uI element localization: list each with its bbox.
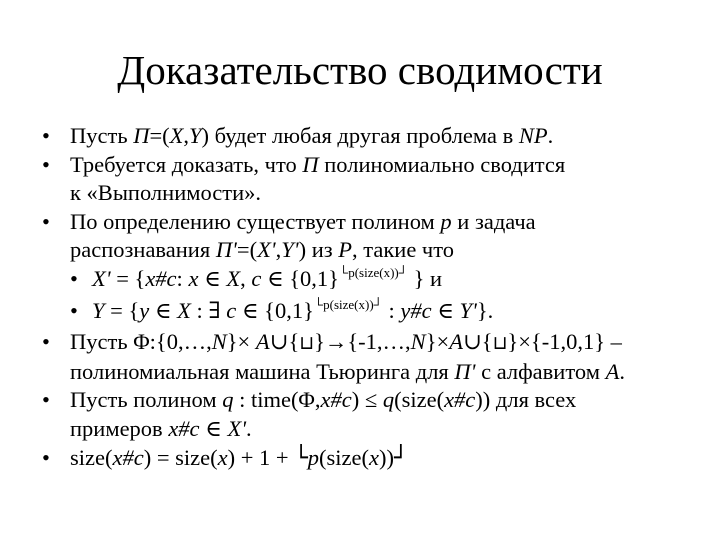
text: ∪{ xyxy=(462,329,493,355)
text: полиномиально сводится xyxy=(318,151,566,177)
text: с алфавитом xyxy=(475,358,606,384)
text: ∈ xyxy=(431,297,460,323)
text-italic: c xyxy=(226,297,237,323)
text: ) будет любая другая проблема в xyxy=(201,123,519,148)
text-italic: p xyxy=(440,208,452,234)
text: , xyxy=(240,265,252,291)
bullet-item-5 xyxy=(36,386,704,443)
text-italic: y#c xyxy=(400,297,432,323)
text: ∈ xyxy=(149,297,178,323)
text: size( xyxy=(70,444,113,470)
superscript: └p(size(x))┘ xyxy=(338,264,408,280)
text-italic: x#c xyxy=(145,265,177,291)
text: примеров xyxy=(70,415,169,441)
text-italic: X' xyxy=(92,265,111,291)
text-italic: p xyxy=(307,444,320,470)
text: распознавания xyxy=(70,237,216,263)
bullet-marker: • xyxy=(42,123,50,148)
text: Пусть Φ:{0,…, xyxy=(70,329,212,355)
superscript: └p(size(x))┘ xyxy=(313,296,383,312)
text: =( xyxy=(236,237,258,263)
text-italic: c xyxy=(251,265,262,291)
text-italic: X' xyxy=(227,415,247,441)
text: ∈ xyxy=(261,265,290,291)
floor-left-symbol: └ xyxy=(294,444,308,471)
bullet-item-2 xyxy=(36,151,704,208)
text-italic: N xyxy=(211,329,227,355)
text: Пусть xyxy=(70,123,134,148)
text-italic: x#c xyxy=(320,387,352,413)
text: ∈ xyxy=(198,265,227,291)
text-italic: X xyxy=(177,297,191,323)
text: : xyxy=(382,297,401,323)
bullet-marker: • xyxy=(42,329,50,355)
text: полиномиальная машина Тьюринга для xyxy=(70,358,455,384)
text-italic: X xyxy=(226,265,241,291)
text: = { xyxy=(110,265,146,291)
text: =( xyxy=(149,123,170,148)
text-italic: q xyxy=(222,387,234,413)
text-italic: Y xyxy=(92,297,105,323)
text: )) для всех xyxy=(475,387,577,413)
text: ∈ xyxy=(199,415,228,441)
text-italic: П xyxy=(302,151,319,177)
text: }×{-1,0,1} – xyxy=(507,329,622,355)
text-italic: x xyxy=(217,444,228,470)
text-italic: x#c xyxy=(168,415,200,441)
text: Требуется доказать, что xyxy=(70,151,303,177)
text-italic: Y' xyxy=(459,297,477,323)
text: }→{-1,…, xyxy=(314,329,411,355)
text: Пусть полином xyxy=(70,387,223,413)
text-italic: N xyxy=(410,329,426,355)
sub-bullet-item-1 xyxy=(36,265,704,297)
text: }. xyxy=(476,297,494,323)
text-italic: x xyxy=(188,265,199,291)
text: }× xyxy=(425,329,450,355)
bullet-item-6 xyxy=(36,444,704,473)
text: = { xyxy=(104,297,140,323)
text-italic: Y xyxy=(189,123,202,148)
text: (size( xyxy=(319,444,370,470)
text: . xyxy=(619,358,625,384)
bullet-item-1 xyxy=(36,122,704,151)
text-italic: x#c xyxy=(112,444,144,470)
text: : ∃ xyxy=(190,297,227,323)
text: : time(Φ, xyxy=(233,387,321,413)
text-italic: P xyxy=(338,237,352,263)
text-italic: NP xyxy=(518,123,548,148)
text-italic: x xyxy=(369,444,380,470)
text: ) ≤ xyxy=(351,387,383,413)
bullet-marker: • xyxy=(42,444,50,470)
text: {0,1} xyxy=(289,265,339,291)
blank-symbol: ⊔ xyxy=(492,332,508,355)
text: ∈ xyxy=(236,297,265,323)
bullet-marker: • xyxy=(42,208,50,234)
text-italic: A xyxy=(449,329,463,355)
text-italic: П xyxy=(133,123,150,148)
text: ) из xyxy=(298,237,339,263)
text: . xyxy=(246,415,252,441)
bullet-marker: • xyxy=(42,151,50,177)
text: , xyxy=(183,123,190,148)
text: к «Выполнимости». xyxy=(70,180,262,206)
slide-body xyxy=(36,122,704,472)
text: (size( xyxy=(394,387,445,413)
text-italic: X' xyxy=(257,237,276,263)
text: }× xyxy=(226,329,256,355)
text: {0,1} xyxy=(264,297,314,323)
text: )) xyxy=(379,444,395,470)
bullet-marker: • xyxy=(70,297,78,323)
text: } и xyxy=(407,265,443,291)
text-italic: q xyxy=(382,387,395,413)
text-italic: П' xyxy=(454,358,476,384)
text: , xyxy=(275,237,282,263)
bullet-item-3 xyxy=(36,208,704,265)
text-italic: П' xyxy=(215,237,237,263)
text: . xyxy=(547,123,554,148)
text: , такие что xyxy=(352,237,455,263)
text: ∪{ xyxy=(269,329,300,355)
text-italic: X xyxy=(169,123,184,148)
text-italic: x#c xyxy=(444,387,476,413)
text: По определению существует полином xyxy=(70,208,441,234)
blank-symbol: ⊔ xyxy=(299,332,315,355)
text: ) + 1 + xyxy=(227,444,295,470)
bullet-marker: • xyxy=(42,387,50,413)
text-italic: A xyxy=(255,329,270,355)
text: и задача xyxy=(451,208,536,234)
floor-right-symbol: ┘ xyxy=(394,444,408,471)
text-italic: y xyxy=(139,297,150,323)
sub-bullet-item-2 xyxy=(36,297,704,329)
bullet-marker: • xyxy=(70,265,78,291)
bullet-item-4 xyxy=(36,328,704,386)
text-italic: Y' xyxy=(281,237,299,263)
text: : xyxy=(176,265,189,291)
slide-title: Доказательство сводимости xyxy=(117,47,603,93)
text: ) = size( xyxy=(143,444,218,470)
text-italic: A xyxy=(605,358,620,384)
